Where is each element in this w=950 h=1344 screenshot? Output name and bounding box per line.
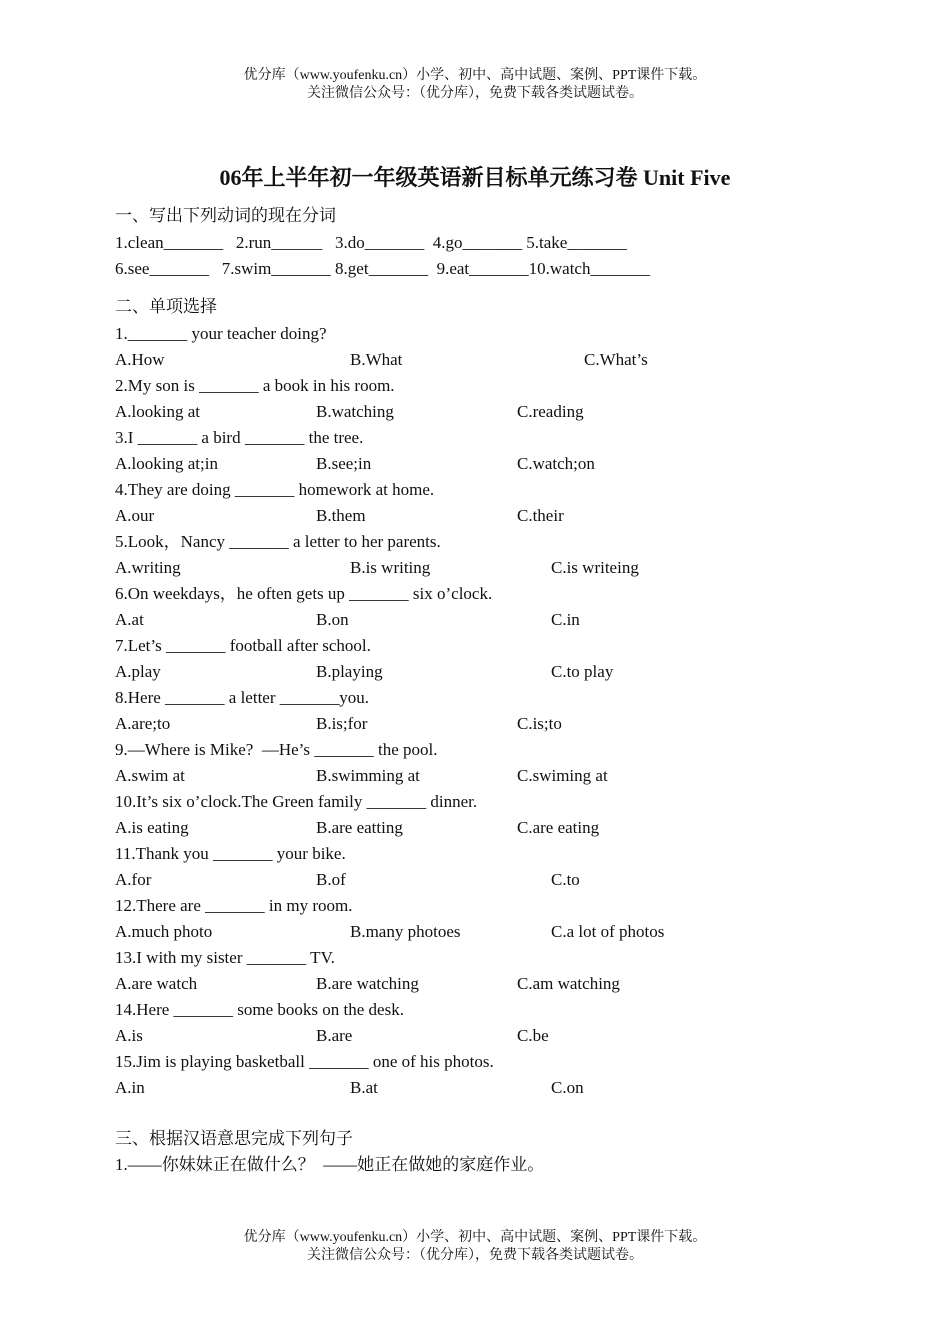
page-footer [0,1229,950,1265]
verb-row-2: 6.see_______ 7.swim_______ 8.get_______ 9.eat_______10.watch_______ [115,259,650,278]
q9-option-c: C.swiming at [517,766,608,785]
question-13: 13.I with my sister _______ TV. [115,948,335,967]
q7-option-a: A.play [115,662,161,681]
q10-option-b: B.are eatting [316,818,403,837]
q2-option-c: C.reading [517,402,584,421]
question-3: 3.I _______ a bird _______ the tree. [115,428,364,447]
q10-option-a: A.is eating [115,818,189,837]
q14-option-a: A.is [115,1026,143,1045]
question-2: 2.My son is _______ a book in his room. [115,376,395,395]
q1-option-a: A.How [115,350,165,369]
q8-option-b: B.is;for [316,714,368,733]
question-12: 12.There are _______ in my room. [115,896,353,915]
q11-option-a: A.for [115,870,152,889]
q4-option-b: B.them [316,506,366,525]
question-8: 8.Here _______ a letter _______you. [115,688,369,707]
q12-option-a: A.much photo [115,922,213,941]
page-header [0,67,950,103]
q5-option-a: A.writing [115,558,181,577]
question-5: 5.Look，Nancy _______ a letter to her parents. [115,532,441,551]
q9-option-b: B.swimming at [316,766,420,785]
q13-option-c: C.am watching [517,974,620,993]
question-9: 9.—Where is Mike? —He’s _______ the pool. [115,740,438,759]
q15-option-b: B.at [350,1078,378,1097]
q15-option-a: A.in [115,1078,145,1097]
question-15: 15.Jim is playing basketball _______ one of his photos. [115,1052,494,1071]
footer-line-2: 关注微信公众号：（优分库），免费下载各类试题试卷。 [307,1248,643,1263]
section-3-heading: 三、根据汉语意思完成下列句子 [115,1129,353,1148]
header-line-2: 关注微信公众号：（优分库），免费下载各类试题试卷。 [307,86,643,101]
q11-option-b: B.of [316,870,346,889]
q11-option-c: C.to [551,870,580,889]
question-7: 7.Let’s _______ football after school. [115,636,371,655]
footer-line-1: 优分库（www.youfenku.cn）小学、初中、高中试题、案例、PPT课件下载。 [243,1230,707,1245]
question-6: 6.On weekdays，he often gets up _______ six o’clock. [115,584,493,603]
question-11: 11.Thank you _______ your bike. [115,844,346,863]
header-line-1: 优分库（www.youfenku.cn）小学、初中、高中试题、案例、PPT课件下载。 [243,68,707,83]
q8-option-c: C.is;to [517,714,562,733]
page-title: 06年上半年初一年级英语新目标单元练习卷 Unit Five [219,165,731,190]
q6-option-a: A.at [115,610,144,629]
q7-option-c: C.to play [551,662,614,681]
section-2-heading: 二、单项选择 [115,297,217,316]
q12-option-c: C.a lot of photos [551,922,665,941]
q2-option-a: A.looking at [115,402,200,421]
q12-option-b: B.many photoes [350,922,461,941]
q5-option-b: B.is writing [350,558,431,577]
translation-item-1: 1.——你妹妹正在做什么？ ——她正在做她的家庭作业。 [115,1155,545,1174]
q13-option-b: B.are watching [316,974,419,993]
q14-option-b: B.are [316,1026,353,1045]
q4-option-a: A.our [115,506,155,525]
q6-option-b: B.on [316,610,349,629]
question-1: 1._______ your teacher doing? [115,324,327,343]
verb-row-1: 1.clean_______ 2.run______ 3.do_______ 4.go_______ 5.take_______ [115,233,627,252]
q3-option-a: A.looking at;in [115,454,218,473]
q1-option-c: C.What’s [584,350,648,369]
question-10: 10.It’s six o’clock.The Green family _______ dinner. [115,792,478,811]
q8-option-a: A.are;to [115,714,171,733]
q3-option-c: C.watch;on [517,454,595,473]
q4-option-c: C.their [517,506,564,525]
q2-option-b: B.watching [316,402,394,421]
q1-option-b: B.What [350,350,403,369]
q6-option-c: C.in [551,610,580,629]
q10-option-c: C.are eating [517,818,600,837]
q3-option-b: B.see;in [316,454,372,473]
q5-option-c: C.is writeing [551,558,639,577]
question-4: 4.They are doing _______ homework at home. [115,480,435,499]
q14-option-c: C.be [517,1026,549,1045]
q13-option-a: A.are watch [115,974,198,993]
q9-option-a: A.swim at [115,766,185,785]
section-1-heading: 一、写出下列动词的现在分词 [115,206,336,225]
question-14: 14.Here _______ some books on the desk. [115,1000,404,1019]
q15-option-c: C.on [551,1078,584,1097]
q7-option-b: B.playing [316,662,383,681]
